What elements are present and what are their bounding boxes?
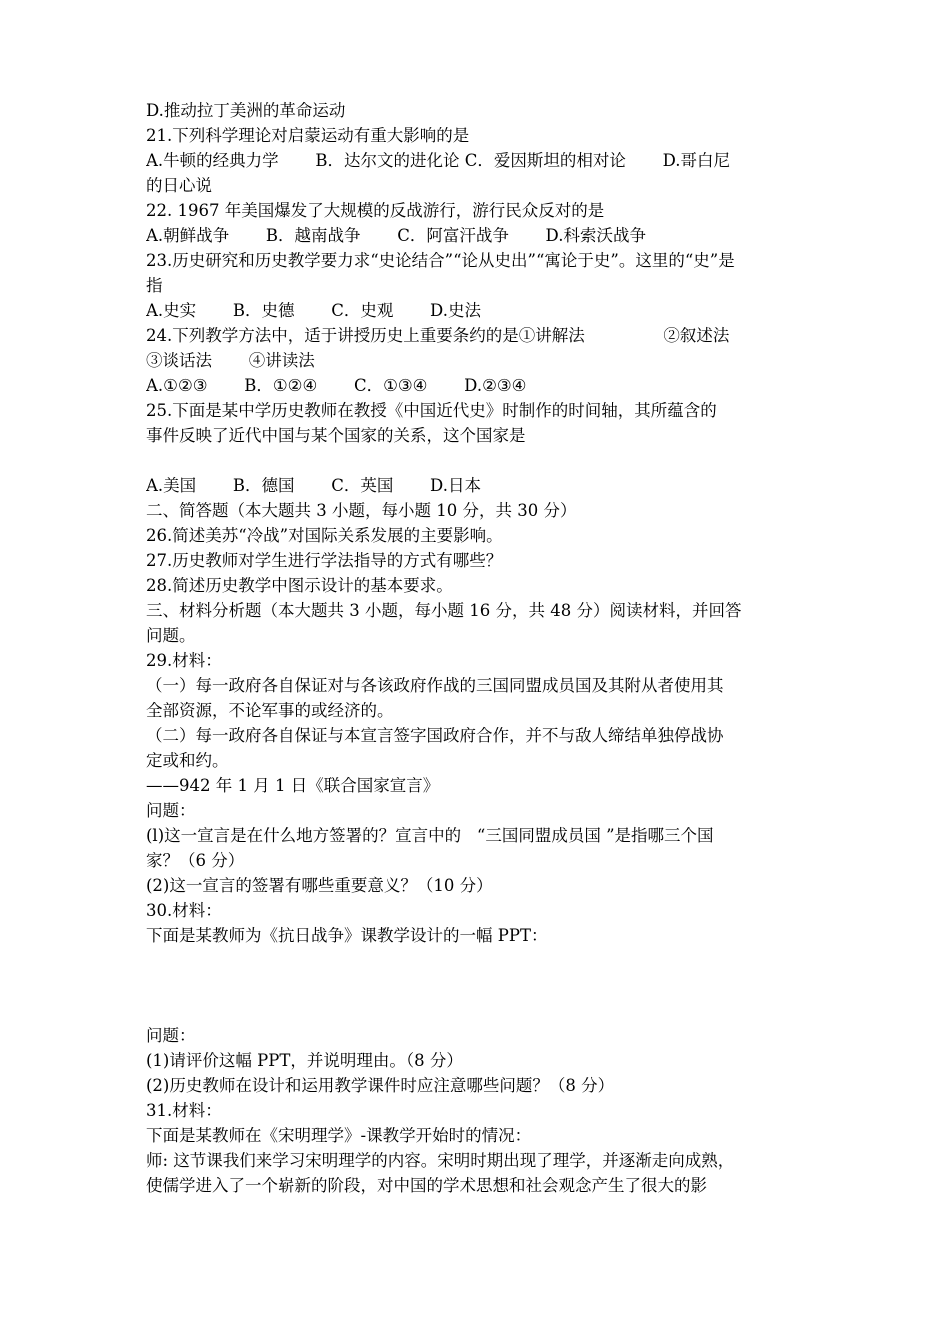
question-29-label: 29.材料： [146,651,222,670]
question-21-options-cont: 的日心说 [146,176,212,195]
material-29-source: ——942 年 1 月 1 日《联合国家宣言》 [146,776,440,795]
question-30-sub-2: (2)历史教师在设计和运用教学课件时应注意哪些问题？（8 分） [146,1076,615,1095]
ppt-image-placeholder [146,948,811,1023]
question-25-options: A.美国 B．德国 C．英国 D.日本 [146,476,481,495]
section-material-analysis-heading-cont: 问题。 [146,626,196,645]
question-29-sub-2: (2)这一宣言的签署有哪些重要意义？（10 分） [146,876,493,895]
question-29-sub-1: (l)这一宣言是在什么地方签署的？宣言中的 “三国同盟成员国 ”是指哪三个国 [146,826,714,845]
question-31-label: 31.材料： [146,1101,222,1120]
material-31-teacher-text: 师: 这节课我们来学习宋明理学的内容。宋明时期出现了理学，并逐渐走向成熟， [146,1151,735,1170]
material-31-intro: 下面是某教师在《宋明理学》-课教学开始时的情况： [146,1126,532,1145]
section-short-answer-heading: 二、简答题（本大题共 3 小题，每小题 10 分，共 30 分） [146,501,577,520]
material-29-item-1: （一）每一政府各自保证对与各该政府作战的三国同盟成员国及其附从者使用其 [146,676,724,695]
question-21-options: A.牛顿的经典力学 B．达尔文的进化论 C．爱因斯坦的相对论 D.哥白尼 [146,151,730,170]
question-27: 27.历史教师对学生进行学法指导的方式有哪些？ [146,551,503,570]
material-29-item-2: （二）每一政府各自保证与本宣言签字国政府合作，并不与敌人缔结单独停战协 [146,726,724,745]
document-page [146,98,811,1198]
question-30-sub-1: (1)请评价这幅 PPT，并说明理由。（8 分） [146,1051,463,1070]
question-25: 25.下面是某中学历史教师在教授《中国近代史》时制作的时间轴，其所蕴含的 [146,401,717,420]
question-30-prompt-label: 问题： [146,1026,196,1045]
question-23-options: A.史实 B．史德 C．史观 D.史法 [146,301,481,320]
question-22-options: A.朝鲜战争 B．越南战争 C．阿富汗战争 D.科索沃战争 [146,226,646,245]
timeline-placeholder [146,448,811,473]
question-29-sub-1-cont: 家？（6 分） [146,851,245,870]
question-29-prompt-label: 问题： [146,801,196,820]
material-31-teacher-text-cont: 使儒学进入了一个崭新的阶段，对中国的学术思想和社会观念产生了很大的影 [146,1176,707,1195]
question-24: 24.下列教学方法中，适于讲授历史上重要条约的是①讲解法 ②叙述法 [146,326,730,345]
question-25-cont: 事件反映了近代中国与某个国家的关系，这个国家是 [146,426,526,445]
option-d-latin-america: D.推动拉丁美洲的革命运动 [146,101,346,120]
question-28: 28.简述历史教学中图示设计的基本要求。 [146,576,453,595]
question-22: 22. 1967 年美国爆发了大规模的反战游行，游行民众反对的是 [146,201,605,220]
material-30-intro: 下面是某教师为《抗日战争》课教学设计的一幅 PPT： [146,926,548,945]
question-26: 26.简述美苏“冷战”对国际关系发展的主要影响。 [146,526,503,545]
question-24-options: A.①②③ B．①②④ C．①③④ D.②③④ [146,376,527,395]
question-21: 21.下列科学理论对启蒙运动有重大影响的是 [146,126,470,145]
material-29-item-2-cont: 定或和约。 [146,751,229,770]
question-30-label: 30.材料： [146,901,222,920]
question-23-cont: 指 [146,276,163,295]
section-material-analysis-heading: 三、材料分析题（本大题共 3 小题，每小题 16 分，共 48 分）阅读材料，并回答 [146,601,742,620]
question-24-cont: ③谈话法 ④讲读法 [146,351,315,370]
question-23: 23.历史研究和历史教学要力求“史论结合”“论从史出”“寓论于史”。这里的“史”是 [146,251,735,270]
material-29-item-1-cont: 全部资源，不论军事的或经济的。 [146,701,394,720]
